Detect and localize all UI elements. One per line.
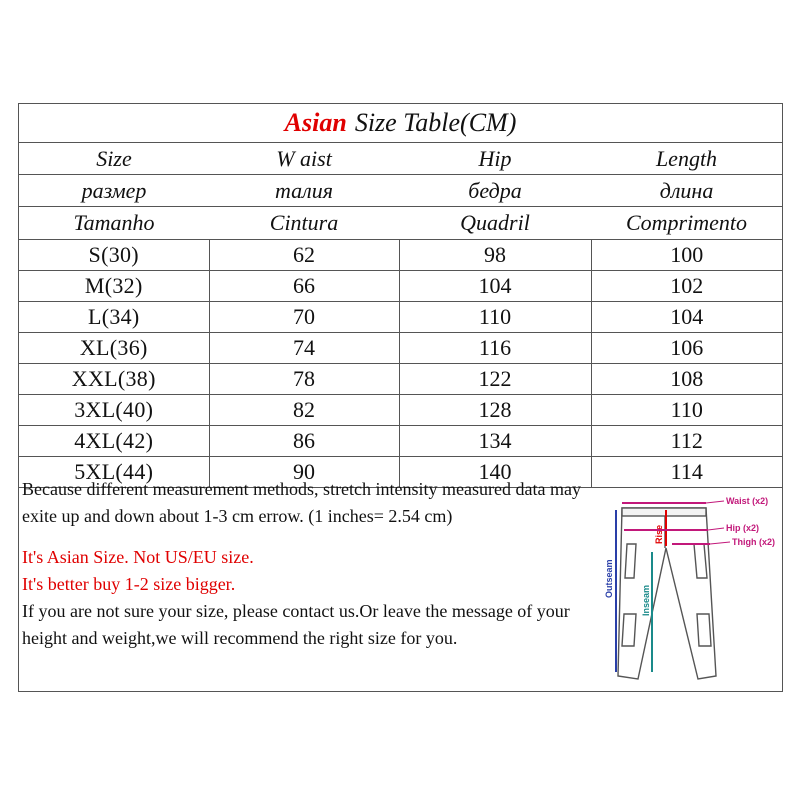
waist-cell: 66 — [209, 271, 399, 302]
header-cell: Length — [591, 143, 782, 175]
table-row — [19, 395, 782, 426]
waist-cell: 82 — [209, 395, 399, 426]
header-cell: Tamanho — [19, 207, 209, 240]
size-up-advice: It's better buy 1-2 size bigger. — [22, 574, 236, 594]
length-cell: 102 — [591, 271, 782, 302]
header-cell: Hip — [399, 143, 591, 175]
size-cell: 5XL(44) — [19, 457, 209, 488]
header-cell: Quadril — [399, 207, 591, 240]
hip-cell: 104 — [399, 271, 591, 302]
notes-section — [19, 476, 599, 690]
length-cell: 112 — [591, 426, 782, 457]
outseam-measure — [604, 510, 616, 672]
table-row — [19, 333, 782, 364]
title-highlight: Asian — [284, 108, 347, 137]
table-row — [19, 302, 782, 333]
header-row-portuguese — [19, 207, 782, 240]
table-row — [19, 271, 782, 302]
table-row — [19, 426, 782, 457]
hip-cell: 122 — [399, 364, 591, 395]
waist-cell: 86 — [209, 426, 399, 457]
size-table — [19, 104, 782, 488]
hip-measure — [624, 523, 759, 533]
size-cell: 3XL(40) — [19, 395, 209, 426]
waist-measure — [622, 496, 768, 506]
header-cell: Comprimento — [591, 207, 782, 240]
header-cell: длина — [591, 175, 782, 207]
hip-cell: 98 — [399, 240, 591, 271]
header-cell: размер — [19, 175, 209, 207]
length-cell: 104 — [591, 302, 782, 333]
inseam-label: Inseam — [641, 584, 651, 616]
table-row — [19, 240, 782, 271]
header-cell: Size — [19, 143, 209, 175]
measurement-note: Because different measurement methods, stretch intensity measured data may exite up and down about 1-3 cm errow. (1 inches= 2.54 cm) — [22, 479, 581, 526]
contact-note: If you are not sure your size, please contact us.Or leave the message of your height and weight,we will recommend the right size for you. — [22, 601, 570, 648]
size-cell: S(30) — [19, 240, 209, 271]
pants-measurement-diagram — [594, 486, 784, 686]
size-cell: M(32) — [19, 271, 209, 302]
waist-cell: 62 — [209, 240, 399, 271]
waist-cell: 70 — [209, 302, 399, 333]
header-cell: W aist — [209, 143, 399, 175]
length-cell: 114 — [591, 457, 782, 488]
waist-cell: 90 — [209, 457, 399, 488]
length-cell: 106 — [591, 333, 782, 364]
outseam-label: Outseam — [604, 559, 614, 598]
size-cell: 4XL(42) — [19, 426, 209, 457]
title-text: Size Table(CM) — [354, 108, 517, 137]
hip-cell: 128 — [399, 395, 591, 426]
length-cell: 100 — [591, 240, 782, 271]
header-cell: талия — [209, 175, 399, 207]
hip-cell: 110 — [399, 302, 591, 333]
waist-label: Waist (x2) — [726, 496, 769, 506]
header-cell: Cintura — [209, 207, 399, 240]
size-cell: XL(36) — [19, 333, 209, 364]
size-chart — [18, 103, 783, 692]
length-cell: 110 — [591, 395, 782, 426]
asian-size-warning: It's Asian Size. Not US/EU size. — [22, 547, 254, 567]
header-cell: бедра — [399, 175, 591, 207]
waist-cell: 74 — [209, 333, 399, 364]
table-row — [19, 364, 782, 395]
hip-cell: 140 — [399, 457, 591, 488]
thigh-label: Thigh (x2) — [732, 537, 775, 547]
thigh-measure — [672, 537, 775, 547]
header-row-english — [19, 143, 782, 175]
size-cell: XXL(38) — [19, 364, 209, 395]
header-row-russian — [19, 175, 782, 207]
hip-cell: 116 — [399, 333, 591, 364]
waist-cell: 78 — [209, 364, 399, 395]
rise-label: Rise — [654, 524, 664, 544]
size-cell: L(34) — [19, 302, 209, 333]
hip-cell: 134 — [399, 426, 591, 457]
length-cell: 108 — [591, 364, 782, 395]
table-title — [19, 104, 782, 143]
table-title-row — [19, 104, 782, 143]
hip-label: Hip (x2) — [726, 523, 760, 533]
